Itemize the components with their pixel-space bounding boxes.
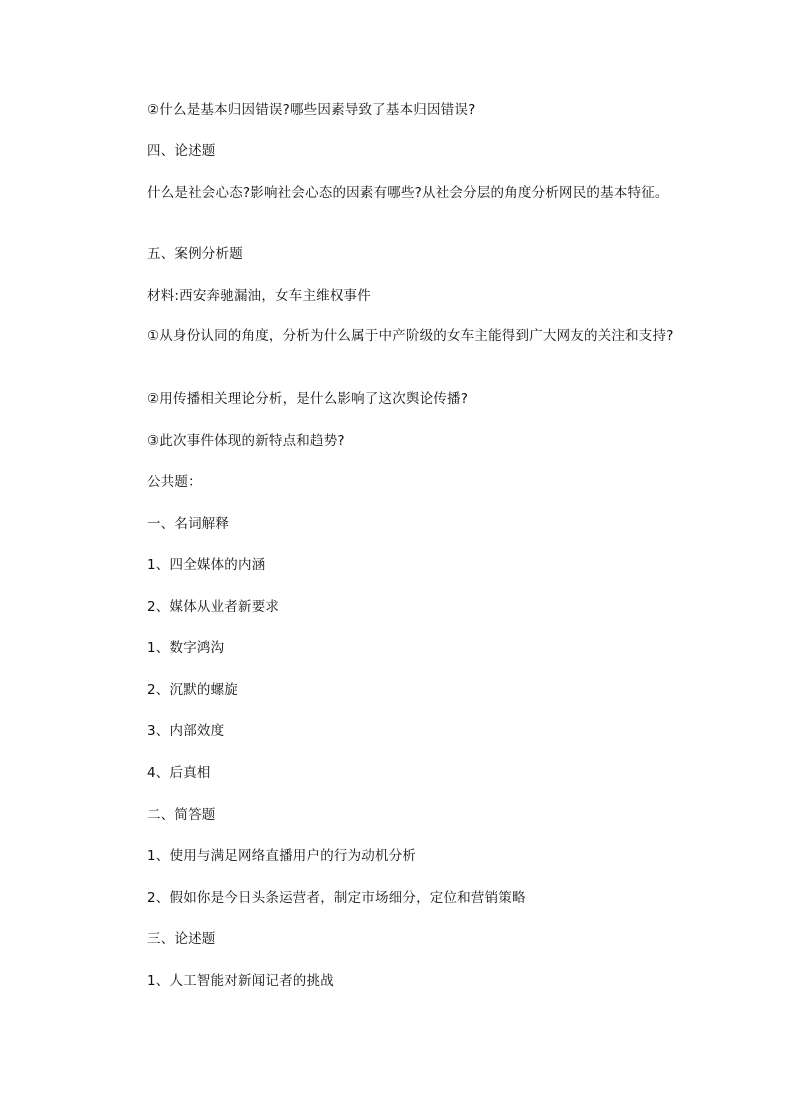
section-heading-essay: 四、论述题 (147, 143, 216, 159)
term-item: 2、媒体从业者新要求 (147, 599, 280, 615)
section-heading-public: 公共题： (147, 474, 202, 490)
short-answer-item: 2、假如你是今日头条运营者，制定市场细分，定位和营销策略 (147, 890, 526, 906)
term-item: 4、后真相 (147, 765, 211, 781)
section-heading-case-analysis: 五、案例分析题 (147, 246, 243, 262)
essay-item: 1、人工智能对新闻记者的挑战 (147, 973, 334, 989)
question-communication-theory: ②用传播相关理论分析，是什么影响了这次舆论传播? (147, 391, 469, 407)
section-heading-essay-2: 三、论述题 (147, 931, 216, 947)
question-trends: ③此次事件体现的新特点和趋势? (147, 433, 345, 449)
short-answer-item: 1、使用与满足网络直播用户的行为动机分析 (147, 848, 417, 864)
term-item: 1、四全媒体的内涵 (147, 557, 266, 573)
section-heading-short-answer: 二、简答题 (147, 807, 216, 823)
case-material: 材料:西安奔驰漏油，女车主维权事件 (147, 288, 371, 304)
question-attribution-error: ②什么是基本归因错误?哪些因素导致了基本归因错误? (147, 102, 476, 118)
term-item: 1、数字鸿沟 (147, 640, 225, 656)
question-social-mentality: 什么是社会心态?影响社会心态的因素有哪些?从社会分层的角度分析网民的基本特征。 (147, 185, 669, 201)
term-item: 3、内部效度 (147, 723, 225, 739)
term-item: 2、沉默的螺旋 (147, 682, 238, 698)
question-identity: ①从身份认同的角度，分析为什么属于中产阶级的女车主能得到广大网友的关注和支持? (147, 328, 674, 344)
section-heading-terms: 一、名词解释 (147, 516, 230, 532)
